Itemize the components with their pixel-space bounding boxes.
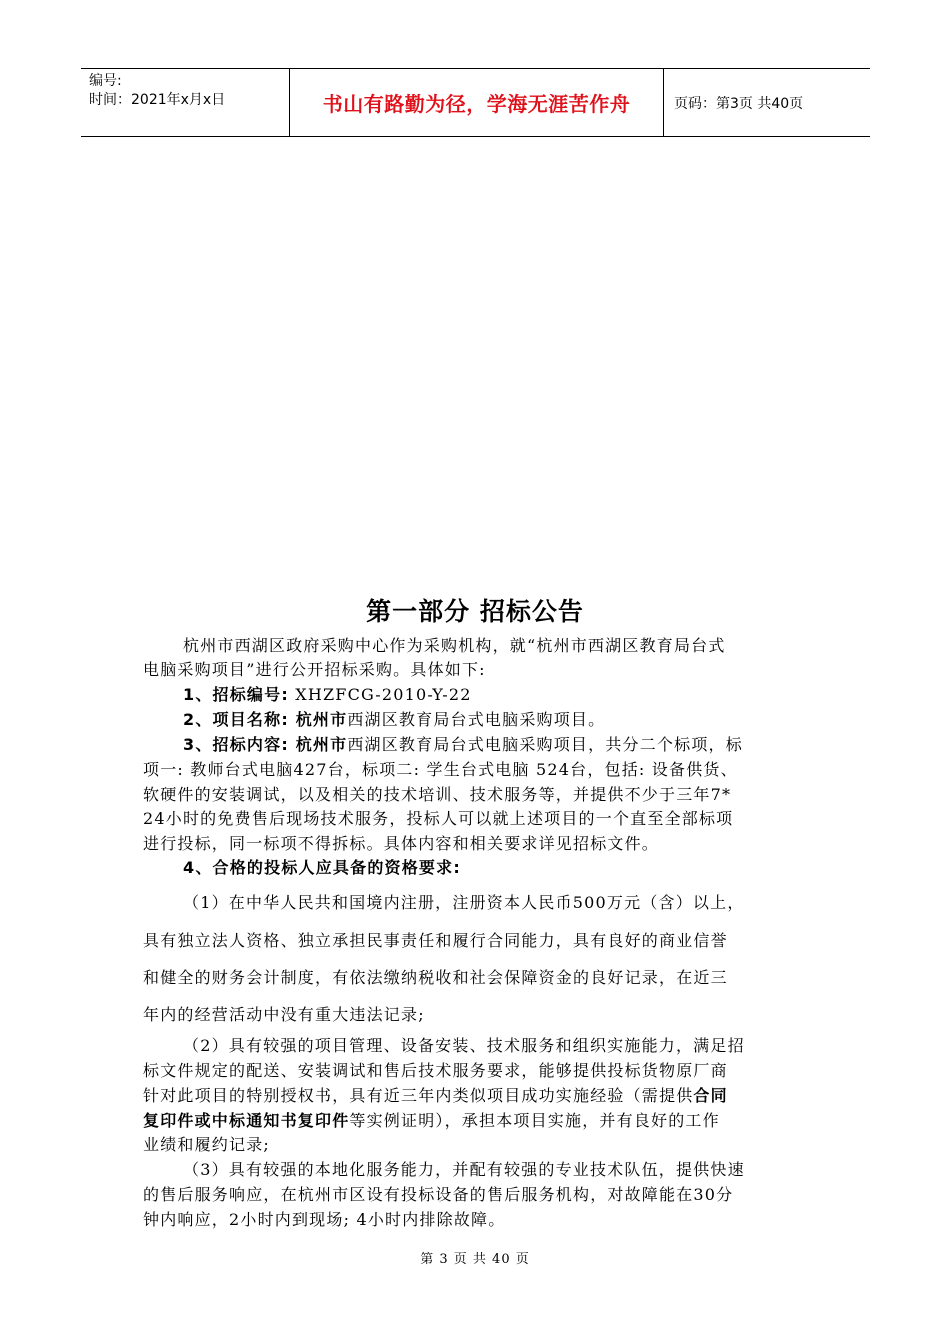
item-3-line-4: 24小时的免费售后现场技术服务，投标人可以就上述项目的一个直至全部标项 — [143, 809, 734, 828]
item-4-label: 4、合格的投标人应具备的资格要求: — [183, 858, 461, 877]
document-date: 时间：2021年x月x日 — [89, 92, 226, 108]
req-2-line-1: （2）具有较强的项目管理、设备安装、技术服务和组织实施能力，满足招 — [183, 1036, 745, 1055]
document-number-label: 编号: — [89, 73, 122, 89]
req-1-line-4: 年内的经营活动中没有重大违法记录; — [143, 1005, 425, 1024]
item-1-label: 1、招标编号: — [183, 685, 289, 704]
req-1-line-1: （1）在中华人民共和国境内注册，注册资本人民币500万元（含）以上， — [183, 893, 745, 912]
req-1-line-2: 具有独立法人资格、独立承担民事责任和履行合同能力，具有良好的商业信誉 — [143, 931, 728, 950]
item-3 — [183, 733, 743, 757]
req-1-line-3: 和健全的财务会计制度，有依法缴纳税收和社会保障资金的良好记录，在近三 — [143, 968, 728, 987]
req-2-line-4-text: 等实例证明），承担本项目实施，并有良好的工作 — [349, 1111, 720, 1130]
req-2-line-5: 业绩和履约记录; — [143, 1135, 270, 1154]
page-footer: 第 3 页 共 40 页 — [420, 1252, 530, 1267]
item-3-label: 3、招标内容: — [183, 735, 289, 754]
item-2-value: 西湖区教育局台式电脑采购项目。 — [347, 710, 606, 729]
req-2-line-4-bold: 复印件或中标通知书复印件 — [143, 1111, 350, 1130]
intro-line-2: 电脑采购项目”进行公开招标采购。具体如下: — [143, 660, 486, 679]
req-3-line-3: 钟内响应，2小时内到现场; 4小时内排除故障。 — [143, 1210, 506, 1229]
item-3-value: 西湖区教育局台式电脑采购项目，共分二个标项，标 — [347, 735, 743, 754]
header-page-info: 页码：第3页 共40页 — [674, 95, 804, 112]
header-motto: 书山有路勤为径，学海无涯苦作舟 — [290, 69, 664, 136]
item-1 — [183, 683, 472, 707]
item-3-line-2: 项一: 教师台式电脑427台，标项二: 学生台式电脑 524台，包括: 设备供货、 — [143, 760, 738, 779]
item-3-line-5: 进行投标，同一标项不得拆标。具体内容和相关要求详见招标文件。 — [143, 834, 660, 853]
item-2-bold: 杭州市 — [288, 710, 348, 729]
req-2-line-3-bold: 合同 — [693, 1086, 728, 1105]
req-2-line-4 — [143, 1109, 720, 1133]
item-3-bold: 杭州市 — [288, 735, 348, 754]
req-3-line-2: 的售后服务响应，在杭州市区设有投标设备的售后服务机构，对故障能在30分 — [143, 1185, 734, 1204]
page-header — [81, 68, 870, 137]
item-2-label: 2、项目名称: — [183, 710, 289, 729]
req-2-line-3 — [143, 1084, 728, 1108]
item-2 — [183, 708, 605, 732]
section-title: 第一部分 招标公告 — [366, 597, 584, 626]
item-3-line-3: 软硬件的安装调试，以及相关的技术培训、技术服务等，并提供不少于三年7* — [143, 785, 732, 804]
header-meta — [81, 69, 290, 136]
req-2-line-2: 标文件规定的配送、安装调试和售后技术服务要求，能够提供投标货物原厂商 — [143, 1061, 728, 1080]
intro-line-1: 杭州市西湖区政府采购中心作为采购机构，就“杭州市西湖区教育局台式 — [183, 636, 726, 655]
req-2-line-3-text: 针对此项目的特别授权书，具有近三年内类似项目成功实施经验（需提供 — [143, 1086, 694, 1105]
item-1-value: XHZFCG-2010-Y-22 — [288, 685, 472, 704]
req-3-line-1: （3）具有较强的本地化服务能力，并配有较强的专业技术队伍，提供快速 — [183, 1160, 745, 1179]
